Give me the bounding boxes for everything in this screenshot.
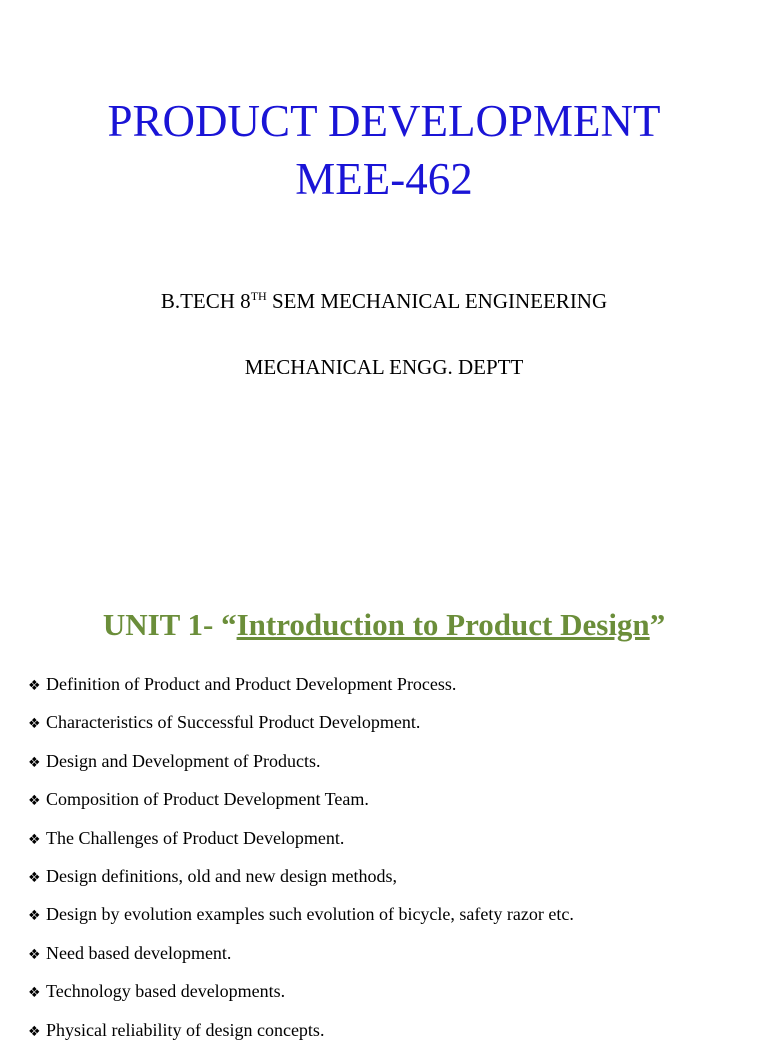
unit-heading-prefix: UNIT 1- “ bbox=[102, 607, 237, 642]
list-item-text: Definition of Product and Product Development Process. bbox=[46, 674, 457, 694]
diamond-bullet-icon: ❖ bbox=[28, 946, 41, 963]
list-item-text: Design and Development of Products. bbox=[46, 750, 321, 771]
unit-heading-suffix: ” bbox=[649, 607, 666, 642]
list-item-text: Technology based developments. bbox=[46, 981, 286, 1002]
diamond-bullet-icon: ❖ bbox=[28, 908, 41, 925]
program-line bbox=[0, 289, 768, 313]
list-item bbox=[28, 824, 574, 862]
program-prefix: B.TECH 8 bbox=[160, 289, 251, 313]
diamond-bullet-icon: ❖ bbox=[28, 831, 41, 848]
diamond-bullet-icon: ❖ bbox=[28, 869, 41, 886]
list-item-text: Physical reliability of design concepts. bbox=[46, 1019, 325, 1040]
list-item-text: Characteristics of Successful Product Development. bbox=[46, 712, 421, 733]
diamond-bullet-icon: ❖ bbox=[28, 1023, 41, 1040]
unit-heading bbox=[0, 606, 768, 644]
course-code: MEE-462 bbox=[295, 154, 473, 204]
list-item bbox=[28, 862, 574, 900]
document-title bbox=[0, 92, 768, 208]
list-item bbox=[28, 977, 574, 1015]
list-item bbox=[28, 900, 574, 938]
department-line: MECHANICAL ENGG. DEPTT bbox=[244, 355, 524, 379]
diamond-bullet-icon: ❖ bbox=[28, 678, 41, 694]
list-item bbox=[28, 939, 574, 977]
program-ordinal-suffix: TH bbox=[250, 289, 267, 303]
diamond-bullet-icon: ❖ bbox=[28, 716, 41, 733]
list-item-text: Composition of Product Development Team. bbox=[46, 789, 369, 810]
diamond-bullet-icon: ❖ bbox=[28, 793, 41, 810]
unit-heading-topic: Introduction to Product Design bbox=[236, 607, 650, 642]
diamond-bullet-icon: ❖ bbox=[28, 754, 41, 771]
program-suffix: SEM MECHANICAL ENGINEERING bbox=[266, 289, 608, 313]
list-item bbox=[28, 708, 574, 746]
topic-list bbox=[28, 670, 574, 1054]
list-item bbox=[28, 785, 574, 823]
list-item bbox=[28, 670, 574, 708]
course-title: PRODUCT DEVELOPMENT bbox=[107, 96, 661, 146]
list-item bbox=[28, 747, 574, 785]
list-item-text: Design by evolution examples such evolution of bicycle, safety razor etc. bbox=[46, 904, 574, 925]
diamond-bullet-icon: ❖ bbox=[28, 985, 41, 1002]
list-item bbox=[28, 1016, 574, 1054]
list-item-text: The Challenges of Product Development. bbox=[46, 827, 345, 848]
list-item-text: Need based development. bbox=[46, 942, 232, 963]
list-item-text: Design definitions, old and new design methods, bbox=[46, 865, 397, 886]
